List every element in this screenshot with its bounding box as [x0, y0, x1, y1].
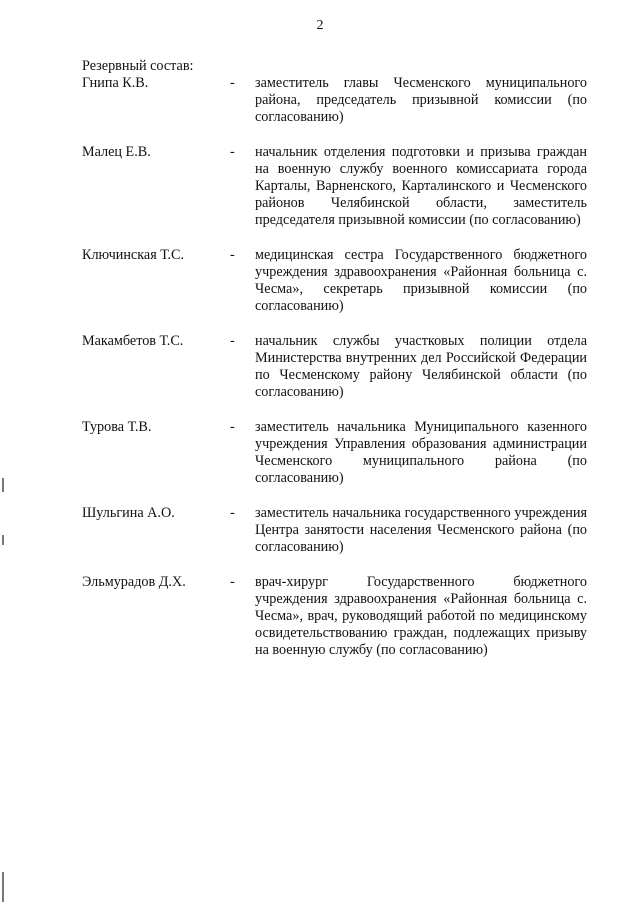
- member-description: заместитель начальника Муниципального казенного учреждения Управления образования администрации Чесменского муниципального района (по согласованию): [255, 419, 587, 486]
- dash-separator: -: [230, 333, 235, 349]
- member-list: [0, 75, 640, 659]
- list-item: [0, 574, 640, 659]
- scan-edge-mark: [2, 872, 4, 902]
- reserve-heading: Резервный состав:: [82, 58, 194, 74]
- list-item: [0, 247, 640, 315]
- page-number: 2: [316, 18, 324, 33]
- list-item: [0, 505, 640, 556]
- list-item: [0, 75, 640, 126]
- dash-separator: -: [230, 75, 235, 91]
- dash-separator: -: [230, 144, 235, 160]
- member-name: Ключинская Т.С.: [82, 247, 185, 263]
- member-description: заместитель начальника государственного учреждения Центра занятости населения Чесменского района (по согласованию): [255, 505, 587, 555]
- member-description: заместитель главы Чесменского муниципального района, председатель призывной комиссии (по согласованию): [255, 75, 587, 125]
- dash-separator: -: [230, 247, 235, 263]
- member-description: начальник службы участковых полиции отдела Министерства внутренних дел Российской Федерации по Чесменскому району Челябинской области (по согласованию): [255, 333, 587, 400]
- member-name: Турова Т.В.: [82, 419, 152, 435]
- member-name: Шульгина А.О.: [82, 505, 175, 521]
- dash-separator: -: [230, 419, 235, 435]
- member-description: медицинская сестра Государственного бюджетного учреждения здравоохранения «Районная больница с. Чесма», секретарь призывной комиссии (по согласованию): [255, 247, 587, 314]
- scan-edge-mark: [2, 535, 4, 545]
- dash-separator: -: [230, 574, 235, 590]
- member-name: Малец Е.В.: [82, 144, 151, 160]
- scan-edge-mark: [2, 478, 4, 492]
- list-item: [0, 144, 640, 229]
- member-description: начальник отделения подготовки и призыва граждан на военную службу военного комиссариата города Карталы, Варненского, Карталинского и Чесменского районов Челябинской области, заместитель председателя призывной комиссии (по согласованию): [255, 144, 587, 228]
- member-description: врач-хирург Государственного бюджетного учреждения здравоохранения «Районная больница с. Чесма», врач, руководящий работой по медицинскому освидетельствованию граждан, подлежащих призыву на военную службу (по согласованию): [255, 574, 587, 658]
- member-name: Эльмурадов Д.Х.: [82, 574, 186, 590]
- list-item: [0, 333, 640, 401]
- dash-separator: -: [230, 505, 235, 521]
- member-name: Гнипа К.В.: [82, 75, 149, 91]
- list-item: [0, 419, 640, 487]
- member-name: Макамбетов Т.С.: [82, 333, 184, 349]
